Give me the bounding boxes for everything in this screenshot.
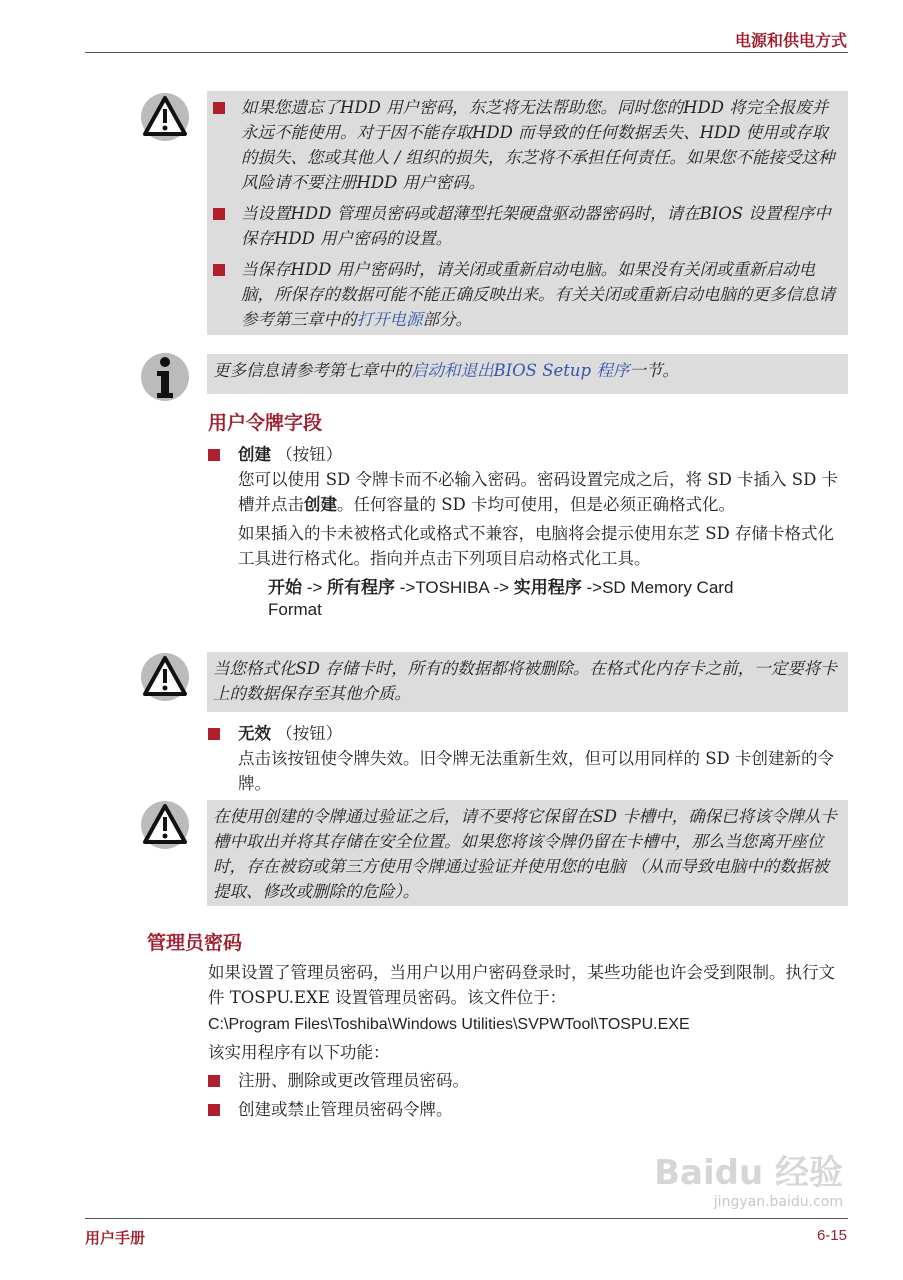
paragraph: 点击该按钮使令牌失效。旧令牌无法重新生效，但可以用同样的 SD 卡创建新的令牌。 bbox=[238, 749, 835, 793]
paragraph: 如果插入的卡未被格式化或格式不兼容，电脑将会提示使用东芝 SD 存储卡格式化工具进行格式化。指向并点击下列项目启动格式化工具。 bbox=[238, 524, 835, 568]
bullet-icon bbox=[208, 1104, 220, 1116]
info-box-bios bbox=[207, 354, 848, 394]
button-suffix: （按钮） bbox=[276, 724, 343, 743]
paragraph: 您可以使用 SD 令牌卡而不必输入密码。密码设置完成之后，将 SD 卡插入 SD 卡槽并点击 bbox=[238, 470, 839, 514]
footer-divider bbox=[85, 1218, 848, 1219]
warning-icon bbox=[140, 652, 190, 702]
path-part: 开始 bbox=[268, 578, 302, 597]
bold-term: 创建 bbox=[304, 495, 337, 514]
warning-box-token: 在使用创建的令牌通过验证之后，请不要将它保留在SD 卡槽中，确保已将该令牌从卡槽中取出并将其存储在安全位置。如果您将该令牌仍留在卡槽中，那么当您离开座位时，存在被窃或第三方使用令牌通过验证并使用您的电脑 （从而导致电脑中的数据被提取、修改或删除的危险）。 bbox=[207, 800, 848, 906]
footer-manual-title: 用户手册 bbox=[85, 1229, 146, 1247]
info-text: 更多信息请参考第七章中的 bbox=[213, 361, 411, 380]
create-label: 创建 bbox=[238, 445, 271, 464]
warning-text: 当保存HDD 用户密码时，请关闭或重新启动电脑。如果没有关闭或重新启动电脑，所保存的数据可能不能正确反映出来。有关关闭或重新启动电脑的更多信息请参考第三章中的 bbox=[241, 260, 835, 329]
path-part: ->SD Memory Card Format bbox=[268, 578, 734, 619]
bullet-icon bbox=[213, 208, 225, 220]
warning-box-format: 当您格式化SD 存储卡时，所有的数据都将被删除。在格式化内存卡之前，一定要将卡上的数据保存至其他介质。 bbox=[207, 652, 848, 712]
warning-icon bbox=[140, 92, 190, 142]
path-part: -> bbox=[302, 578, 328, 597]
paragraph: 该实用程序有以下功能： bbox=[208, 1043, 390, 1062]
list-item-text: 注册、删除或更改管理员密码。 bbox=[238, 1071, 469, 1090]
warning-box-hdd bbox=[207, 91, 848, 335]
admin-password-section bbox=[208, 960, 848, 1122]
file-path: C:\Program Files\Toshiba\Windows Utilities\SVPWTool\TOSPU.EXE bbox=[208, 1016, 690, 1033]
warning-text: 部分。 bbox=[422, 310, 472, 329]
bullet-icon bbox=[213, 264, 225, 276]
paragraph: 如果设置了管理员密码，当用户以用户密码登录时，某些功能也许会受到限制。执行文件 TOSPU.EXE 设置管理员密码。该文件位于： bbox=[208, 963, 835, 1007]
watermark-logo: Baidu 经验 bbox=[654, 1153, 843, 1193]
warning-text: 如果您遗忘了HDD 用户密码，东芝将无法帮助您。同时您的HDD 将完全报废并永远不能使用。对于因不能存取HDD 而导致的任何数据丢失、HDD 使用或存取的损失、您或其他人 / 组织的损失，东芝将不承担任何责任。如果您不能接受这种风险请不要注册HDD 用户密码。 bbox=[241, 98, 835, 192]
list-item-text: 创建或禁止管理员密码令牌。 bbox=[238, 1100, 453, 1119]
chapter-title: 电源和供电方式 bbox=[734, 31, 847, 50]
bullet-icon bbox=[208, 728, 220, 740]
bullet-icon bbox=[208, 1075, 220, 1087]
path-part: ->TOSHIBA -> bbox=[395, 578, 514, 597]
header-divider bbox=[85, 52, 848, 53]
bullet-icon bbox=[208, 449, 220, 461]
button-suffix: （按钮） bbox=[276, 445, 343, 464]
link-bios-setup[interactable]: 启动和退出BIOS Setup 程序 bbox=[411, 361, 630, 380]
section-heading: 管理员密码 bbox=[147, 932, 243, 954]
link-power-on[interactable]: 打开电源 bbox=[356, 310, 423, 329]
watermark bbox=[654, 1145, 843, 1210]
path-part: 实用程序 bbox=[513, 578, 582, 597]
section-heading: 用户令牌字段 bbox=[208, 412, 323, 434]
list-item bbox=[208, 1068, 848, 1093]
disable-label: 无效 bbox=[238, 724, 271, 743]
info-text: 一节。 bbox=[629, 361, 679, 380]
path-part: 所有程序 bbox=[327, 578, 396, 597]
watermark-url: jingyan.baidu.com bbox=[713, 1194, 843, 1210]
disable-button-description bbox=[208, 721, 848, 796]
page-number: 6-15 bbox=[816, 1227, 847, 1244]
info-icon bbox=[140, 352, 190, 402]
list-item bbox=[208, 1097, 848, 1122]
paragraph: 。任何容量的 SD 卡均可使用，但是必须正确格式化。 bbox=[337, 495, 736, 514]
menu-path bbox=[268, 577, 768, 621]
warning-icon bbox=[140, 800, 190, 850]
warning-text: 当设置HDD 管理员密码或超薄型托架硬盘驱动器密码时，请在BIOS 设置程序中保存HDD 用户密码的设置。 bbox=[241, 204, 831, 248]
bullet-icon bbox=[213, 102, 225, 114]
create-button-description bbox=[208, 442, 848, 621]
